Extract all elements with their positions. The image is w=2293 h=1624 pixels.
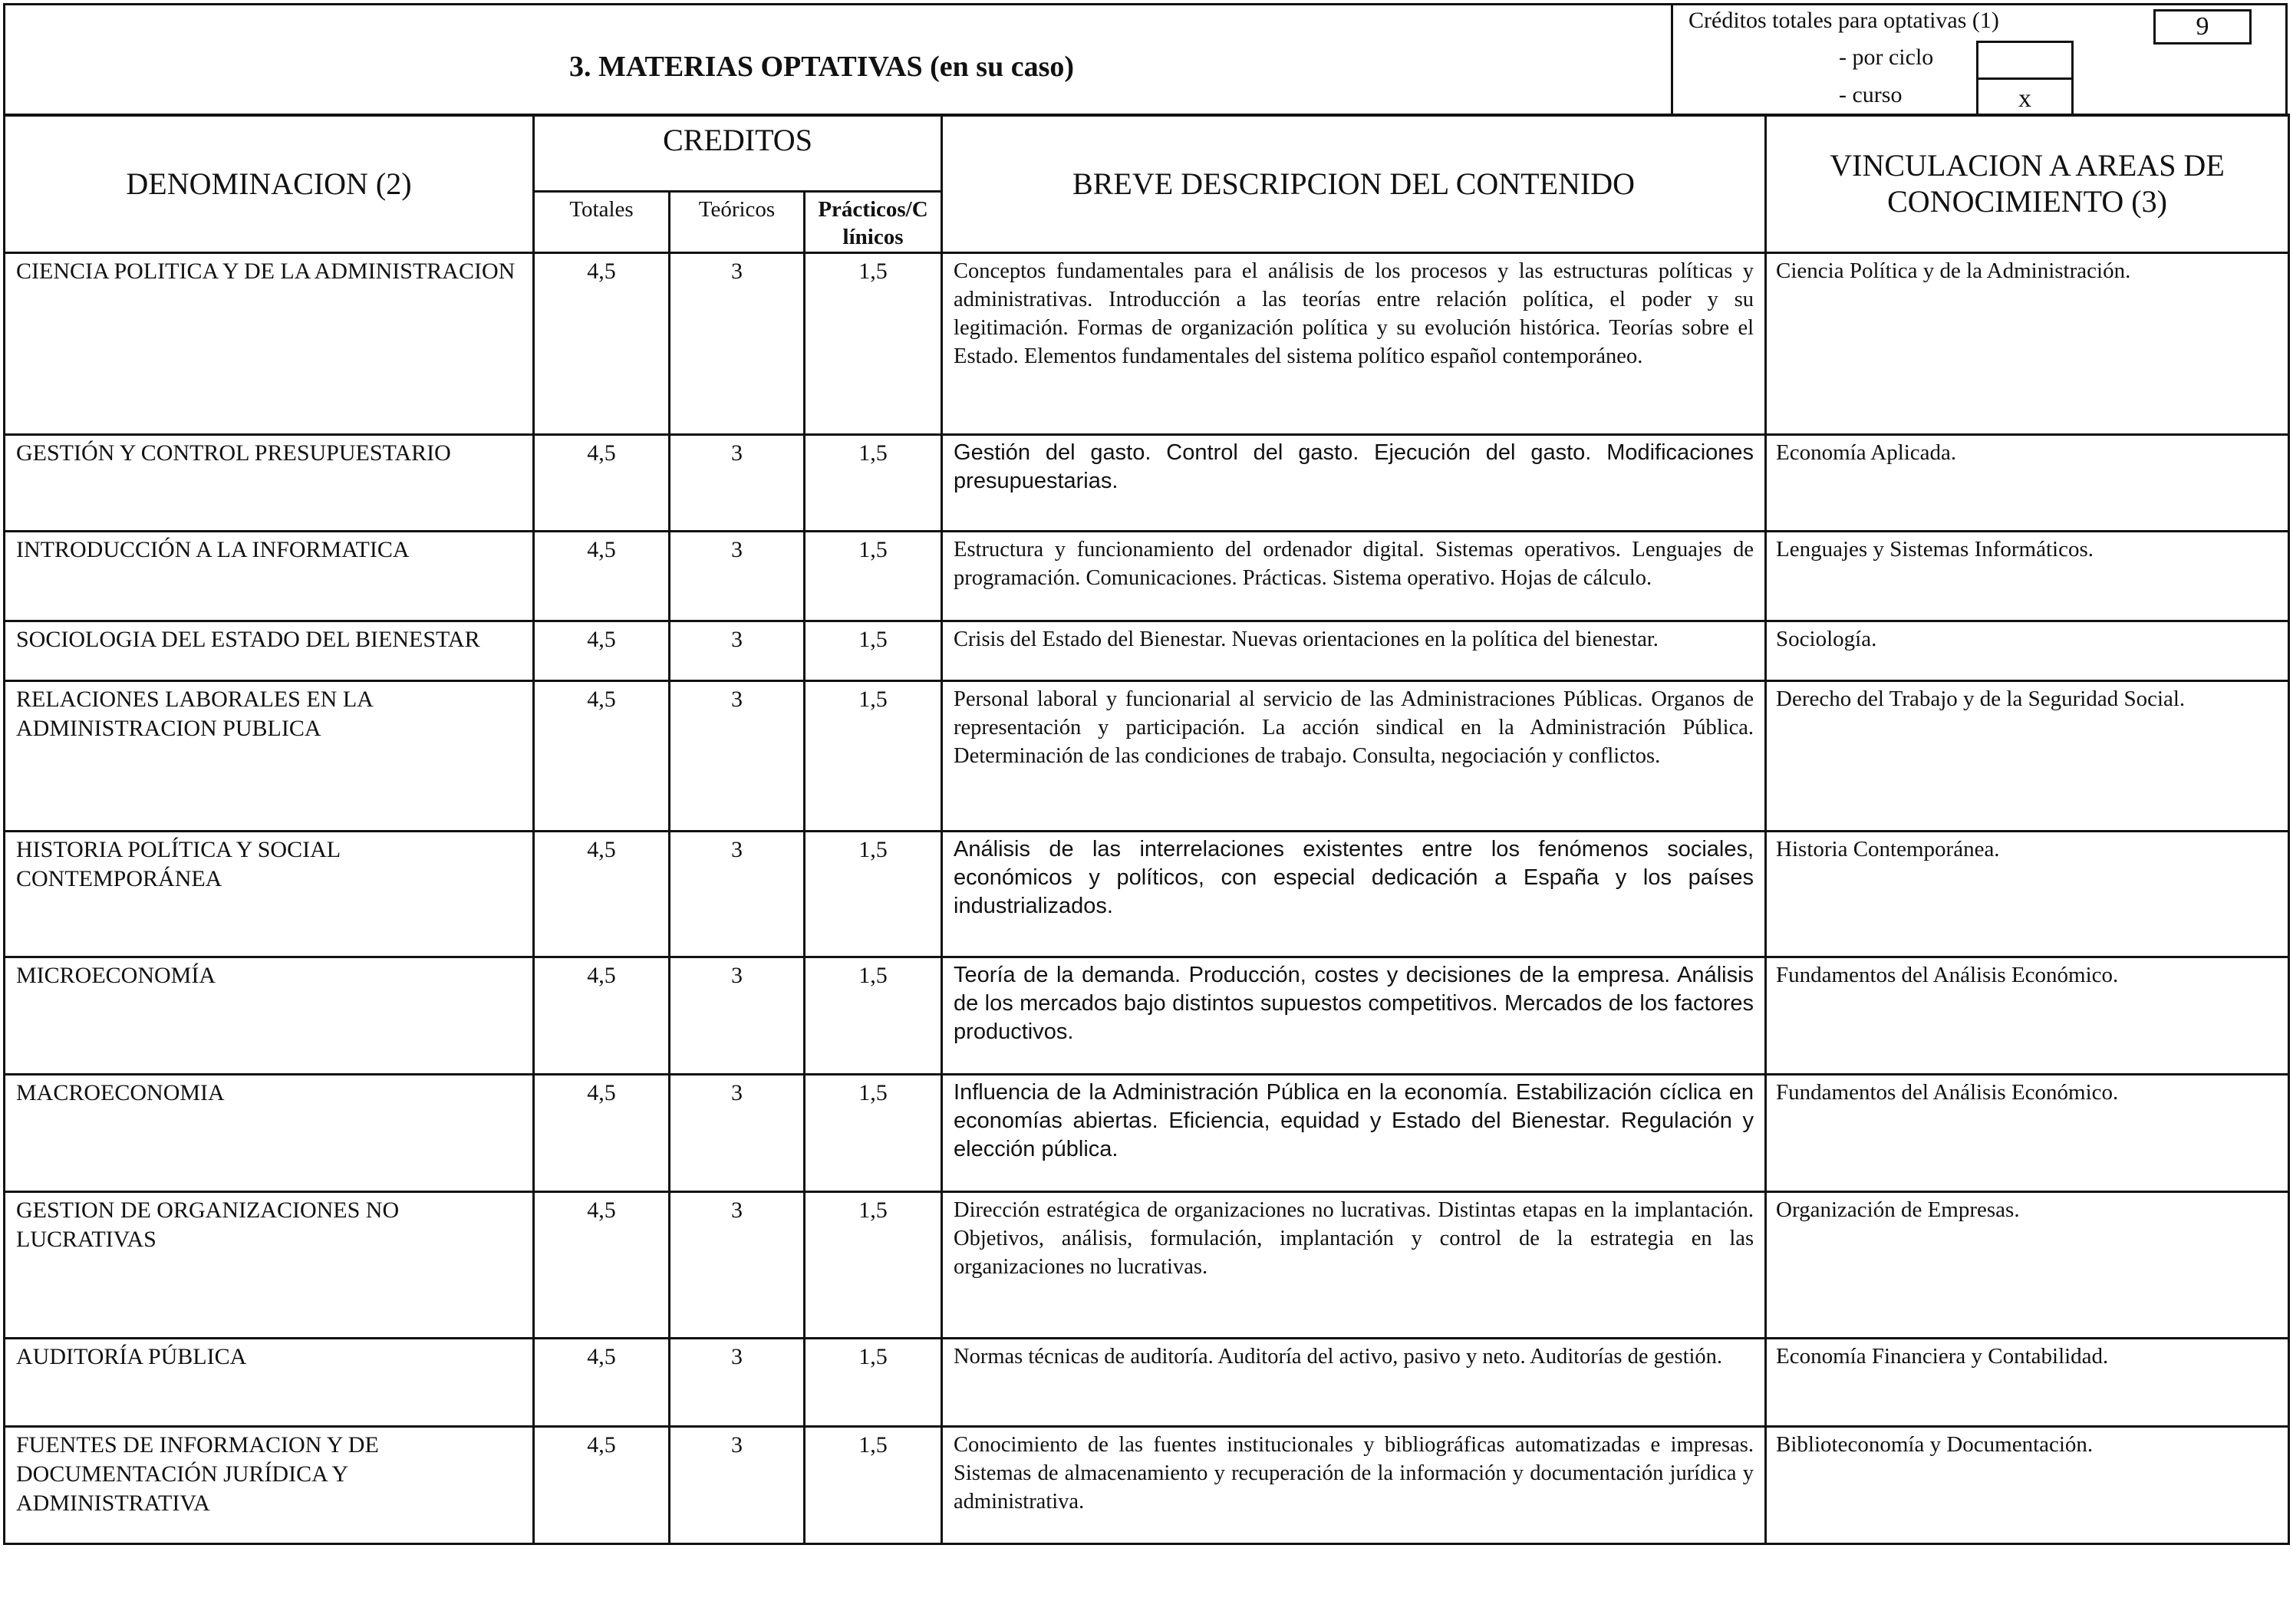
credits-totals: 4,5 bbox=[534, 831, 670, 957]
credits-theory: 3 bbox=[670, 434, 805, 531]
table-row bbox=[5, 531, 2289, 621]
table-row bbox=[5, 1338, 2289, 1426]
subject-description: Normas técnicas de auditoría. Auditoría del activo, pasivo y neto. Auditorías de gestión. bbox=[942, 1338, 1766, 1426]
credits-totals: 4,5 bbox=[534, 1074, 670, 1191]
credits-total-value: 9 bbox=[2153, 9, 2252, 44]
credits-summary bbox=[1671, 3, 2292, 117]
subject-name: AUDITORÍA PÚBLICA bbox=[5, 1338, 534, 1426]
credits-theory: 3 bbox=[670, 1426, 805, 1543]
subject-description: Crisis del Estado del Bienestar. Nuevas orientaciones en la política del bienestar. bbox=[942, 621, 1766, 680]
knowledge-area: Economía Financiera y Contabilidad. bbox=[1766, 1338, 2289, 1426]
knowledge-area: Derecho del Trabajo y de la Seguridad Social. bbox=[1766, 680, 2289, 831]
knowledge-area: Lenguajes y Sistemas Informáticos. bbox=[1766, 531, 2289, 621]
credits-practice: 1,5 bbox=[805, 1426, 942, 1543]
subject-description: Influencia de la Administración Pública en la economía. Estabilización cíclica en economías abiertas. Eficiencia, equidad y Estado del Bienestar. Regulación y elección pública. bbox=[942, 1074, 1766, 1191]
header-area: VINCULACION A AREAS DE CONOCIMIENTO (3) bbox=[1766, 115, 2289, 253]
credits-practice: 1,5 bbox=[805, 531, 942, 621]
credits-theory: 3 bbox=[670, 957, 805, 1074]
table-row bbox=[5, 1191, 2289, 1338]
credits-practice: 1,5 bbox=[805, 831, 942, 957]
header-name: DENOMINACION (2) bbox=[5, 115, 534, 253]
knowledge-area: Economía Aplicada. bbox=[1766, 434, 2289, 531]
credits-theory: 3 bbox=[670, 252, 805, 434]
credits-theory: 3 bbox=[670, 621, 805, 680]
subject-description: Conocimiento de las fuentes institucionales y bibliográficas automatizadas e impresas. Sistemas de almacenamiento y recuperación de la información y documentación jurídica y administrativa. bbox=[942, 1426, 1766, 1543]
header-totals: Totales bbox=[534, 192, 670, 253]
knowledge-area: Biblioteconomía y Documentación. bbox=[1766, 1426, 2289, 1543]
credits-totals: 4,5 bbox=[534, 680, 670, 831]
subject-name: GESTION DE ORGANIZACIONES NO LUCRATIVAS bbox=[5, 1191, 534, 1338]
course-value: x bbox=[1976, 77, 2074, 117]
knowledge-area: Historia Contemporánea. bbox=[1766, 831, 2289, 957]
table-row bbox=[5, 680, 2289, 831]
credits-practice: 1,5 bbox=[805, 680, 942, 831]
credits-practice: 1,5 bbox=[805, 1074, 942, 1191]
credits-totals: 4,5 bbox=[534, 1338, 670, 1426]
table-row bbox=[5, 1426, 2289, 1543]
table-row bbox=[5, 957, 2289, 1074]
knowledge-area: Fundamentos del Análisis Económico. bbox=[1766, 1074, 2289, 1191]
credits-practice: 1,5 bbox=[805, 621, 942, 680]
credits-practice: 1,5 bbox=[805, 1191, 942, 1338]
subject-name: MICROECONOMÍA bbox=[5, 957, 534, 1074]
subject-name: HISTORIA POLÍTICA Y SOCIAL CONTEMPORÁNEA bbox=[5, 831, 534, 957]
credits-practice: 1,5 bbox=[805, 957, 942, 1074]
credits-totals: 4,5 bbox=[534, 531, 670, 621]
header-practice: Prácticos/C línicos bbox=[805, 192, 942, 253]
per-cycle-value bbox=[1976, 41, 2074, 80]
section-title: 3. MATERIAS OPTATIVAS (en su caso) bbox=[569, 51, 1075, 83]
subject-name: INTRODUCCIÓN A LA INFORMATICA bbox=[5, 531, 534, 621]
subject-name: RELACIONES LABORALES EN LA ADMINISTRACION PUBLICA bbox=[5, 680, 534, 831]
credits-totals: 4,5 bbox=[534, 621, 670, 680]
subject-name: MACROECONOMIA bbox=[5, 1074, 534, 1191]
subject-description: Estructura y funcionamiento del ordenador digital. Sistemas operativos. Lenguajes de programación. Comunicaciones. Prácticas. Sistema operativo. Hojas de cálculo. bbox=[942, 531, 1766, 621]
credits-theory: 3 bbox=[670, 1338, 805, 1426]
header-credits: CREDITOS bbox=[534, 115, 942, 192]
subject-name: FUENTES DE INFORMACION Y DE DOCUMENTACIÓN JURÍDICA Y ADMINISTRATIVA bbox=[5, 1426, 534, 1543]
header-theory: Teóricos bbox=[670, 192, 805, 253]
subject-description: Gestión del gasto. Control del gasto. Ejecución del gasto. Modificaciones presupuestarias. bbox=[942, 434, 1766, 531]
knowledge-area: Fundamentos del Análisis Económico. bbox=[1766, 957, 2289, 1074]
subject-description: Conceptos fundamentales para el análisis de los procesos y las estructuras políticas y administrativas. Introducción a las teorías entre relación política, el poder y su legitimación. Formas de organización política y su evolución histórica. Teorías sobre el Estado. Elementos fundamentales del sistema político español contemporáneo. bbox=[942, 252, 1766, 434]
knowledge-area: Ciencia Política y de la Administración. bbox=[1766, 252, 2289, 434]
credits-theory: 3 bbox=[670, 531, 805, 621]
credits-totals: 4,5 bbox=[534, 957, 670, 1074]
subject-description: Análisis de las interrelaciones existentes entre los fenómenos sociales, económicos y políticos, con especial dedicación a España y los países industrializados. bbox=[942, 831, 1766, 957]
credits-theory: 3 bbox=[670, 1074, 805, 1191]
subject-description: Personal laboral y funcionarial al servicio de las Administraciones Públicas. Organos de representación y participación. La acción sindical en la Administración Pública. Determinación de las condiciones de trabajo. Consulta, negociación y conflictos. bbox=[942, 680, 1766, 831]
table-row bbox=[5, 831, 2289, 957]
subject-name: GESTIÓN Y CONTROL PRESUPUESTARIO bbox=[5, 434, 534, 531]
credits-totals: 4,5 bbox=[534, 252, 670, 434]
credits-theory: 3 bbox=[670, 831, 805, 957]
credits-theory: 3 bbox=[670, 1191, 805, 1338]
credits-totals: 4,5 bbox=[534, 434, 670, 531]
subject-description: Teoría de la demanda. Producción, costes y decisiones de la empresa. Análisis de los mercados bajo distintos supuestos competitivos. Mercados de los factores productivos. bbox=[942, 957, 1766, 1074]
credits-practice: 1,5 bbox=[805, 252, 942, 434]
credits-theory: 3 bbox=[670, 680, 805, 831]
credits-totals: 4,5 bbox=[534, 1191, 670, 1338]
subject-name: SOCIOLOGIA DEL ESTADO DEL BIENESTAR bbox=[5, 621, 534, 680]
credits-practice: 1,5 bbox=[805, 1338, 942, 1426]
table-row bbox=[5, 1074, 2289, 1191]
per-cycle-label: - por ciclo bbox=[1839, 44, 1934, 70]
credits-total-label: Créditos totales para optativas (1) bbox=[1688, 8, 1999, 33]
knowledge-area: Sociología. bbox=[1766, 621, 2289, 680]
table-row bbox=[5, 252, 2289, 434]
table-row bbox=[5, 434, 2289, 531]
subjects-table bbox=[3, 114, 2290, 1545]
section-header bbox=[3, 3, 2288, 117]
credits-totals: 4,5 bbox=[534, 1426, 670, 1543]
course-label: - curso bbox=[1839, 82, 1903, 107]
header-description: BREVE DESCRIPCION DEL CONTENIDO bbox=[942, 115, 1766, 253]
knowledge-area: Organización de Empresas. bbox=[1766, 1191, 2289, 1338]
subject-description: Dirección estratégica de organizaciones no lucrativas. Distintas etapas en la implantación. Objetivos, análisis, formulación, implantación y control de la estrategia en las organizaciones no lucrativas. bbox=[942, 1191, 1766, 1338]
credits-practice: 1,5 bbox=[805, 434, 942, 531]
subject-name: CIENCIA POLITICA Y DE LA ADMINISTRACION bbox=[5, 252, 534, 434]
table-row bbox=[5, 621, 2289, 680]
